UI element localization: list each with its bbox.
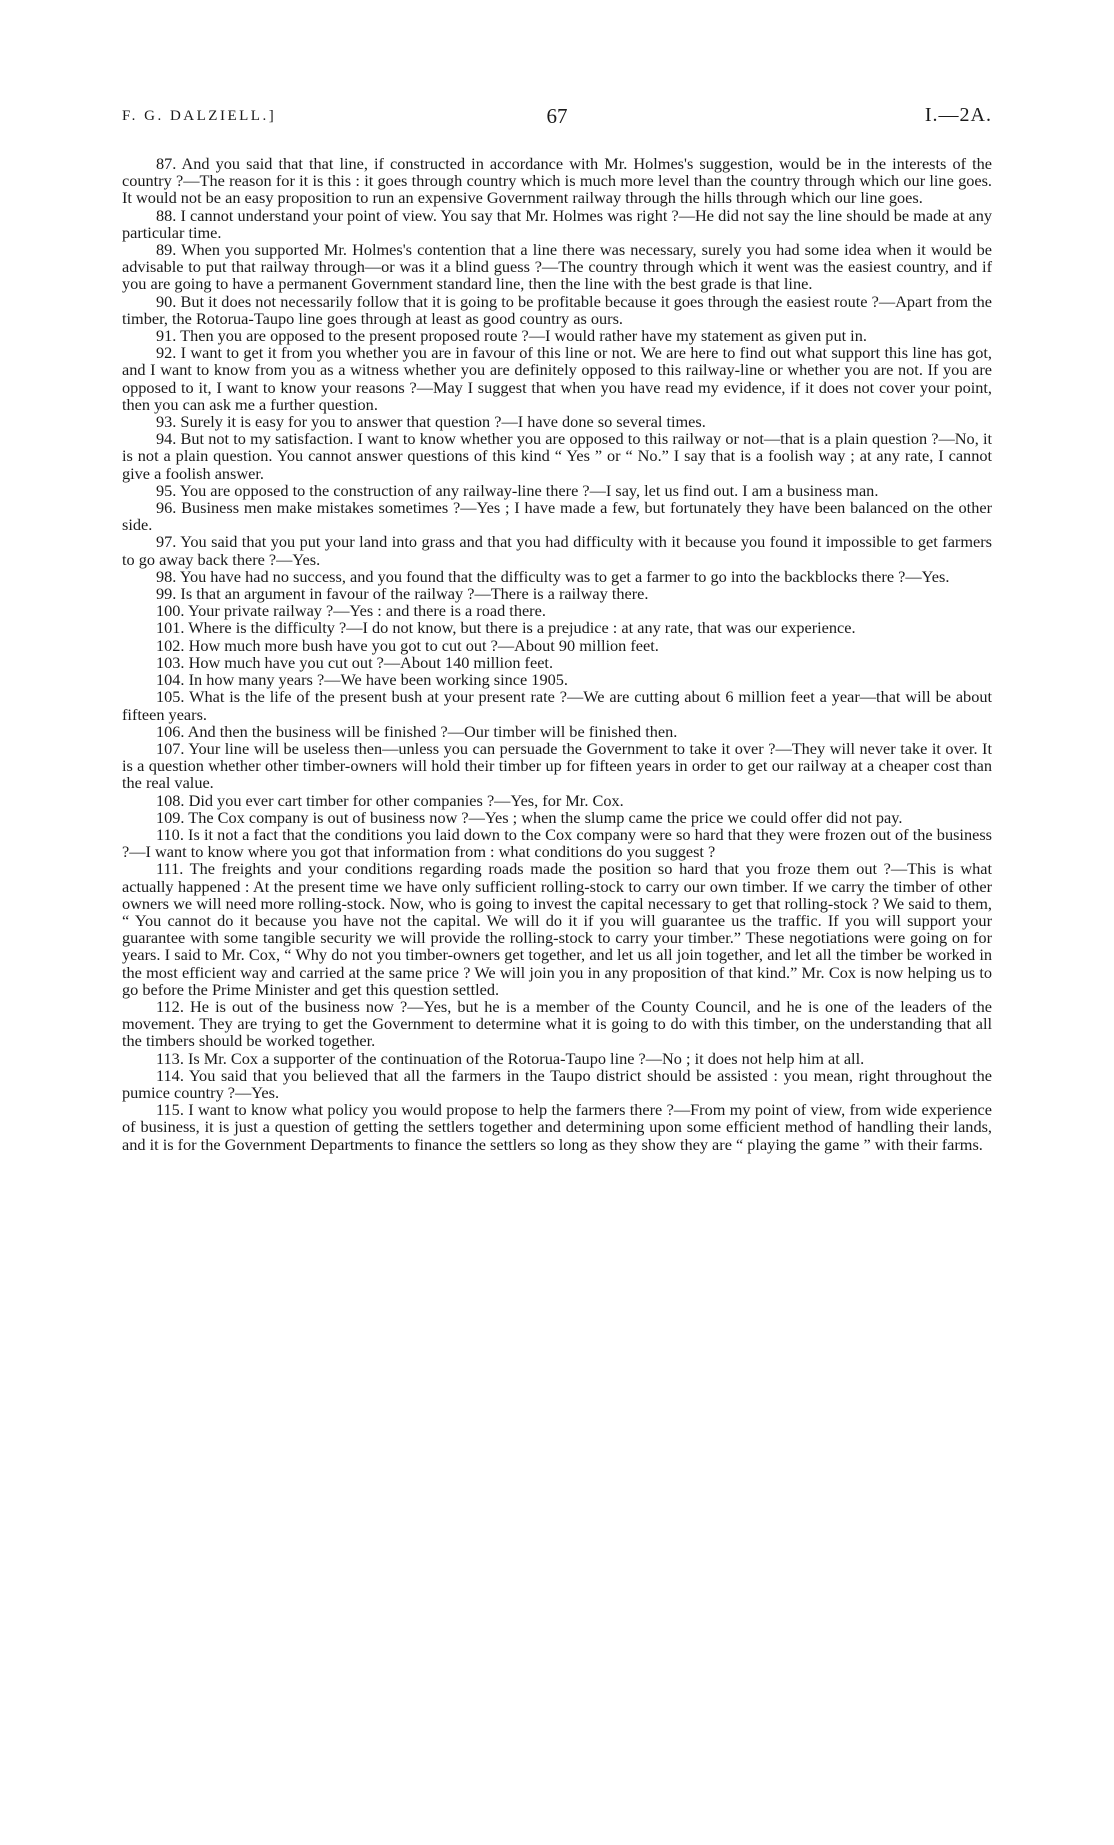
document-reference: I.—2A. bbox=[924, 104, 992, 126]
paragraph-95: 95. You are opposed to the construction of any railway-line there ?—I say, let us find out. I am a business man. bbox=[156, 480, 879, 500]
paragraph-93: 93. Surely it is easy for you to answer that question ?—I have done so several times. bbox=[156, 412, 706, 432]
paragraph-114: 114. You said that you believed that all the farmers in the Taupo district should be assisted : you mean, right throughout the pumice country ?—Yes. bbox=[122, 1065, 992, 1102]
paragraph-97: 97. You said that you put your land into grass and that you had difficulty with it because you found it impossible to get farmers to go away back there ?—Yes. bbox=[122, 532, 992, 569]
paragraph-105: 105. What is the life of the present bush at your present rate ?—We are cutting about 6 million feet a year—that will be about fifteen years. bbox=[122, 687, 992, 724]
paragraph-99: 99. Is that an argument in favour of the railway ?—There is a railway there. bbox=[156, 584, 649, 604]
paragraph-88: 88. I cannot understand your point of view. You say that Mr. Holmes was right ?—He did not say the line should be made at any particular time. bbox=[122, 205, 992, 242]
paragraph-101: 101. Where is the difficulty ?—I do not know, but there is a prejudice : at any rate, that was our experience. bbox=[156, 618, 856, 638]
paragraph-102: 102. How much more bush have you got to cut out ?—About 90 million feet. bbox=[156, 635, 659, 655]
paragraph-107: 107. Your line will be useless then—unless you can persuade the Government to take it over ?—They will never take it over. It is a question whether other timber-owners will hold their timber up for fifteen years in order to get our railway at a cheaper cost than the real value. bbox=[122, 738, 992, 793]
paragraph-103: 103. How much have you cut out ?—About 140 million feet. bbox=[156, 652, 554, 672]
paragraph-115: 115. I want to know what policy you would propose to help the farmers there ?—From my point of view, from wide experience of business, it is just a question of getting the settlers together and determining upon some efficient method of handling their lands, and it is for the Government Departments to finance the settlers so long as they show they are “ playing the game ” with their farms. bbox=[122, 1100, 992, 1154]
page-number: 67 bbox=[546, 104, 568, 128]
paragraph-109: 109. The Cox company is out of business now ?—Yes ; when the slump came the price we could offer did not pay. bbox=[156, 807, 903, 827]
paragraph-111: 111. The freights and your conditions regarding roads made the position so hard that you froze them out ?—This is what actually happened : At the present time we have only sufficient rolling-stock to carry our own timber. If we carry the timber of other owners we will need more rolling-stock. Now, who is going to invest the capital necessary to get that rolling-stock ? We said to them, “ You cannot do it because you have not the capital. We will do it if you will guarantee us the traffic. If you will support your guarantee with some tangible security we will provide the rolling-stock to carry your timber.” These negotiations were going on for years. I said to Mr. Cox, “ Why do not you timber-owners get together, and let us all join together, and let all the timber be worked in the most efficient way and carried at the same price ? We will join you in any proposition of that kind.” Mr. Cox is now helping us to go before the Prime Minister and get this question settled. bbox=[122, 859, 992, 999]
paragraph-92: 92. I want to get it from you whether you are in favour of this line or not. We are here to find out what support this line has got, and I want to know from you as a witness whether you are definitely opposed to this railway-line or whether you are not. If you are opposed to it, I want to know your reasons ?—May I suggest that when you have read my evidence, if it does not cover your point, then you can ask me a further question. bbox=[122, 343, 992, 414]
paragraph-100: 100. Your private railway ?—Yes : and there is a road there. bbox=[156, 601, 546, 621]
paragraph-89: 89. When you supported Mr. Holmes's contention that a line there was necessary, surely you had some idea when it would be advisable to put that railway through—or was it a blind guess ?—The country through which it went was the easiest country, and if you are going to have a permanent Government standard line, then the line with the best grade is that line. bbox=[122, 240, 992, 294]
paragraph-112: 112. He is out of the business now ?—Yes, but he is a member of the County Council, and he is one of the leaders of the movement. They are trying to get the Government to determine what it is going to do with this timber, on the understanding that all the timbers should be worked together. bbox=[122, 996, 992, 1051]
paragraph-113: 113. Is Mr. Cox a supporter of the continuation of the Rotorua-Taupo line ?—No ; it does not help him at all. bbox=[156, 1048, 865, 1068]
header-witness-name: F. G. DALZIELL.] bbox=[122, 108, 277, 124]
paragraph-94: 94. But not to my satisfaction. I want to know whether you are opposed to this railway or not—that is a plain question ?—No, it is not a plain question. You cannot answer questions of this kind “ Yes ” or “ No.” I say that is a foolish way ; at any rate, I cannot give a foolish answer. bbox=[122, 429, 992, 483]
page-header bbox=[122, 104, 992, 134]
paragraph-106: 106. And then the business will be finished ?—Our timber will be finished then. bbox=[156, 721, 678, 741]
paragraph-108: 108. Did you ever cart timber for other companies ?—Yes, for Mr. Cox. bbox=[156, 790, 624, 810]
paragraph-110: 110. Is it not a fact that the conditions you laid down to the Cox company were so hard that they were frozen out of the business ?—I want to know where you got that information from : what conditions do you suggest ? bbox=[122, 824, 992, 862]
paragraph-87: 87. And you said that that line, if constructed in accordance with Mr. Holmes's suggestion, would be in the interests of the country ?—The reason for it is this : it goes through country which is much more level than the country through which our line goes. It would not be an easy proposition to run an expensive Government railway through the hills through which our line goes. bbox=[122, 154, 992, 208]
paragraph-96: 96. Business men make mistakes sometimes ?—Yes ; I have made a few, but fortunately they have been balanced on the other side. bbox=[122, 498, 992, 535]
paragraph-104: 104. In how many years ?—We have been working since 1905. bbox=[156, 670, 568, 690]
paragraph-90: 90. But it does not necessarily follow that it is going to be profitable because it goes through the easiest route ?—Apart from the timber, the Rotorua-Taupo line goes through at least as good country as ours. bbox=[122, 291, 992, 328]
paragraph-98: 98. You have had no success, and you found that the difficulty was to get a farmer to go into the backblocks there ?—Yes. bbox=[156, 566, 950, 586]
page-body bbox=[122, 155, 992, 1153]
paragraph-91: 91. Then you are opposed to the present proposed route ?—I would rather have my statement as given put in. bbox=[156, 326, 867, 346]
